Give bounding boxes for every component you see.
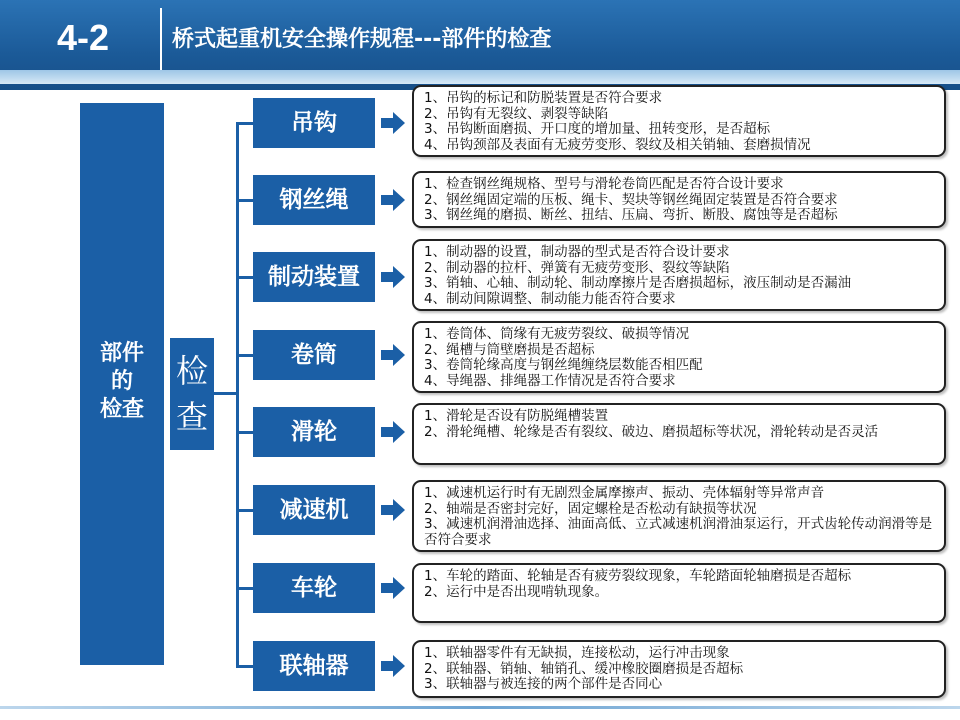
branch-connector — [236, 354, 253, 357]
arrow-right-icon — [381, 498, 405, 522]
description-box — [412, 85, 946, 157]
description-box — [412, 239, 946, 311]
branch-connector — [236, 199, 253, 202]
description-box — [412, 640, 946, 698]
description-line: 2、绳槽与筒壁磨损是否超标 — [424, 341, 595, 358]
description-line: 4、制动间隙调整、制动能力能否符合要求 — [424, 290, 676, 307]
arrow-right-icon — [381, 343, 405, 367]
description-line: 2、滑轮绳槽、轮缘是否有裂纹、破边、磨损超标等状况，滑轮转动是否灵活 — [424, 423, 879, 440]
trunk-connector — [214, 392, 238, 395]
description-line: 3、卷筒轮缘高度与钢丝绳缠绕层数能否相匹配 — [424, 357, 703, 373]
description-line: 2、制动器的拉杆、弹簧有无疲劳变形、裂纹等缺陷 — [424, 259, 730, 276]
description-line: 2、联轴器、销轴、轴销孔、缓冲橡胶圈磨损是否超标 — [424, 660, 744, 677]
description-line: 2、运行中是否出现啃轨现象。 — [424, 583, 609, 600]
pillar-line: 检查 — [99, 397, 144, 422]
description-line: 2、吊钩有无裂纹、剥裂等缺陷 — [424, 105, 609, 122]
tree-connector-vertical — [236, 123, 239, 667]
description-box — [412, 480, 946, 552]
pillar-label — [80, 340, 164, 424]
check-label-box — [170, 338, 214, 450]
arrow-right-icon — [381, 111, 405, 135]
branch-connector — [236, 431, 253, 434]
header-divider — [160, 8, 162, 70]
branch-connector — [236, 665, 253, 668]
section-badge: 4-2 — [56, 17, 110, 58]
component-label: 卷筒 — [253, 330, 375, 380]
description-line: 4、导绳器、排绳器工作情况是否符合要求 — [424, 372, 676, 389]
pillar-line: 的 — [110, 369, 133, 394]
arrow-right-icon — [381, 188, 405, 212]
component-label: 钢丝绳 — [253, 175, 375, 225]
description-box — [412, 403, 946, 465]
check-char: 检 — [175, 352, 208, 390]
description-line: 3、吊钩断面磨损、开口度的增加量、扭转变形，是否超标 — [424, 121, 771, 137]
pillar-line: 部件 — [99, 341, 144, 366]
arrow-right-icon — [381, 420, 405, 444]
description-line: 1、检查钢丝绳规格、型号与滑轮卷筒匹配是否符合设计要求 — [424, 176, 784, 192]
description-line: 1、滑轮是否设有防脱绳槽装置 — [424, 408, 609, 424]
page-title: 桥式起重机安全操作规程---部件的检查 — [172, 27, 552, 52]
description-line: 3、联轴器与被连接的两个部件是否同心 — [424, 676, 663, 692]
description-line: 3、销轴、心轴、制动轮、制动摩擦片是否磨损超标，液压制动是否漏油 — [424, 275, 852, 291]
check-char: 查 — [175, 398, 208, 436]
branch-connector — [236, 509, 253, 512]
description-line: 1、车轮的踏面、轮轴是否有疲劳裂纹现象，车轮踏面轮轴磨损是否超标 — [424, 568, 852, 584]
description-line: 2、轴端是否密封完好，固定螺栓是否松动有缺损等状况 — [424, 500, 757, 517]
branch-connector — [236, 122, 253, 125]
description-line: 1、减速机运行时有无剧烈金属摩擦声、振动、壳体辐射等异常声音 — [424, 485, 825, 501]
header-stripe — [0, 70, 960, 84]
description-line: 3、减速机润滑油选择、油面高低、立式减速机润滑油泵运行，开式齿轮传动润滑等是否符合要求 — [424, 516, 933, 548]
description-line: 4、吊钩颈部及表面有无疲劳变形、裂纹及相关销轴、套磨损情况 — [424, 136, 811, 153]
component-label: 制动装置 — [253, 252, 375, 302]
description-box — [412, 321, 946, 393]
description-line: 1、制动器的设置，制动器的型式是否符合设计要求 — [424, 244, 730, 260]
description-line: 2、钢丝绳固定端的压板、绳卡、契块等钢丝绳固定装置是否符合要求 — [424, 191, 838, 208]
description-line: 3、钢丝绳的磨损、断丝、扭结、压扁、弯折、断股、腐蚀等是否超标 — [424, 207, 838, 223]
branch-connector — [236, 587, 253, 590]
arrow-right-icon — [381, 265, 405, 289]
arrow-right-icon — [381, 654, 405, 678]
description-line: 1、联轴器零件有无缺损，连接松动，运行冲击现象 — [424, 645, 730, 661]
description-box — [412, 171, 946, 228]
component-label: 减速机 — [253, 485, 375, 535]
footer-divider — [0, 706, 960, 709]
component-label: 滑轮 — [253, 407, 375, 457]
component-label: 吊钩 — [253, 98, 375, 148]
branch-connector — [236, 276, 253, 279]
component-label: 车轮 — [253, 563, 375, 613]
arrow-right-icon — [381, 576, 405, 600]
component-label: 联轴器 — [253, 641, 375, 691]
description-line: 1、卷筒体、筒缘有无疲劳裂纹、破损等情况 — [424, 326, 690, 342]
description-box — [412, 563, 946, 623]
description-line: 1、吊钩的标记和防脱装置是否符合要求 — [424, 90, 663, 106]
